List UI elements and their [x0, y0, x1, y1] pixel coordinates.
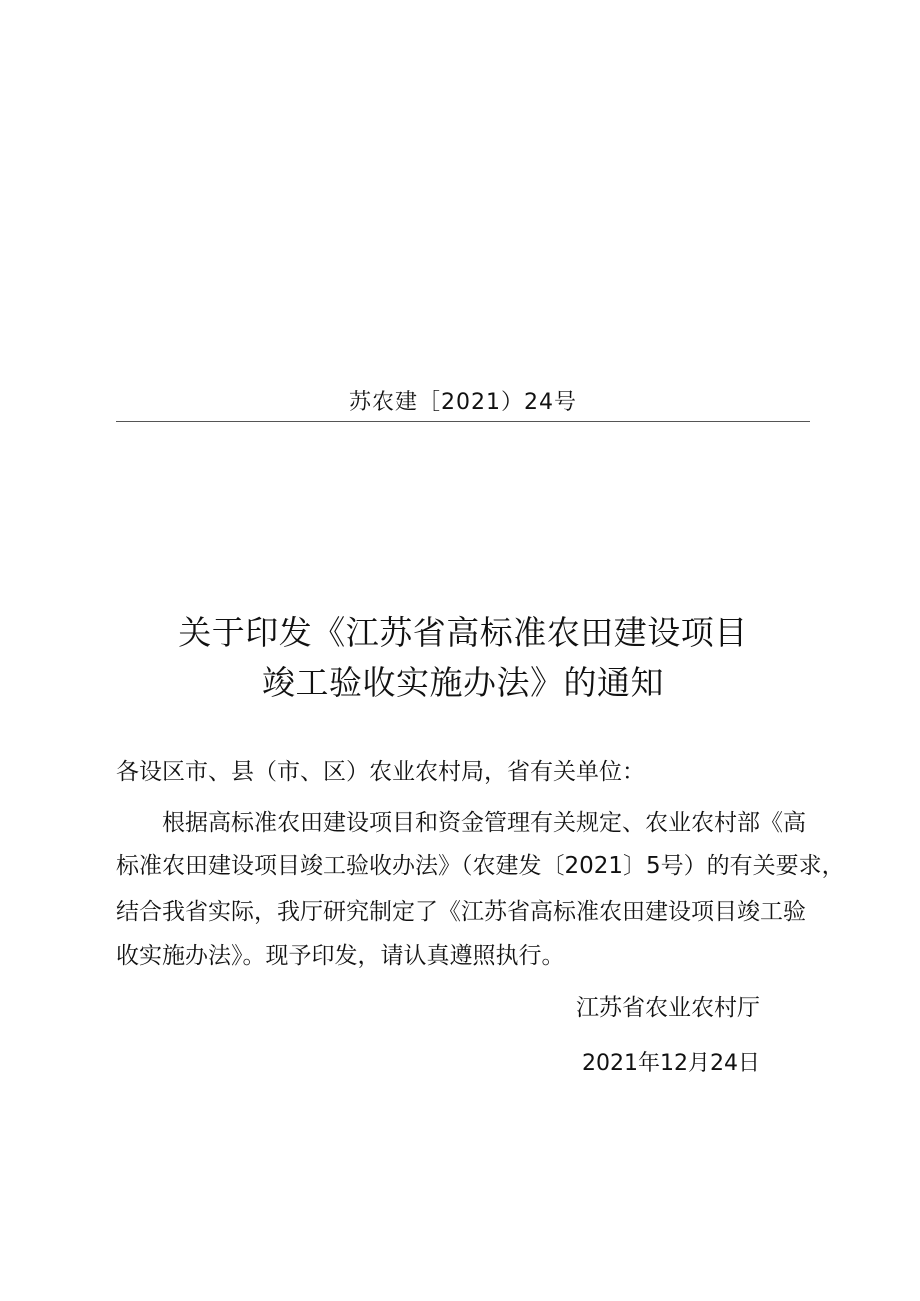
body-line-4: 收实施办法》。现予印发，请认真遵照执行。 [116, 943, 565, 969]
body-line-3: 结合我省实际，我厅研究制定了《江苏省高标准农田建设项目竣工验 [116, 899, 806, 925]
salutation: 各设区市、县（市、区）农业农村局，省有关单位： [116, 759, 645, 785]
title-line-1: 关于印发《江苏省高标准农田建设项目 [178, 613, 748, 652]
body-line-1: 根据高标准农田建设项目和资金管理有关规定、农业农村部《高 [162, 810, 806, 836]
header-divider [116, 421, 810, 422]
body-line-2: 标准农田建设项目竣工验收办法》（农建发〔2021〕5号）的有关要求， [116, 853, 845, 879]
title-line-2: 竣工验收实施办法》的通知 [262, 663, 664, 702]
signature-organization: 江苏省农业农村厅 [576, 995, 760, 1021]
document-number: 苏农建［2021）24号 [349, 390, 577, 415]
signature-date: 2021年12月24日 [582, 1051, 760, 1076]
document-title [116, 608, 810, 708]
